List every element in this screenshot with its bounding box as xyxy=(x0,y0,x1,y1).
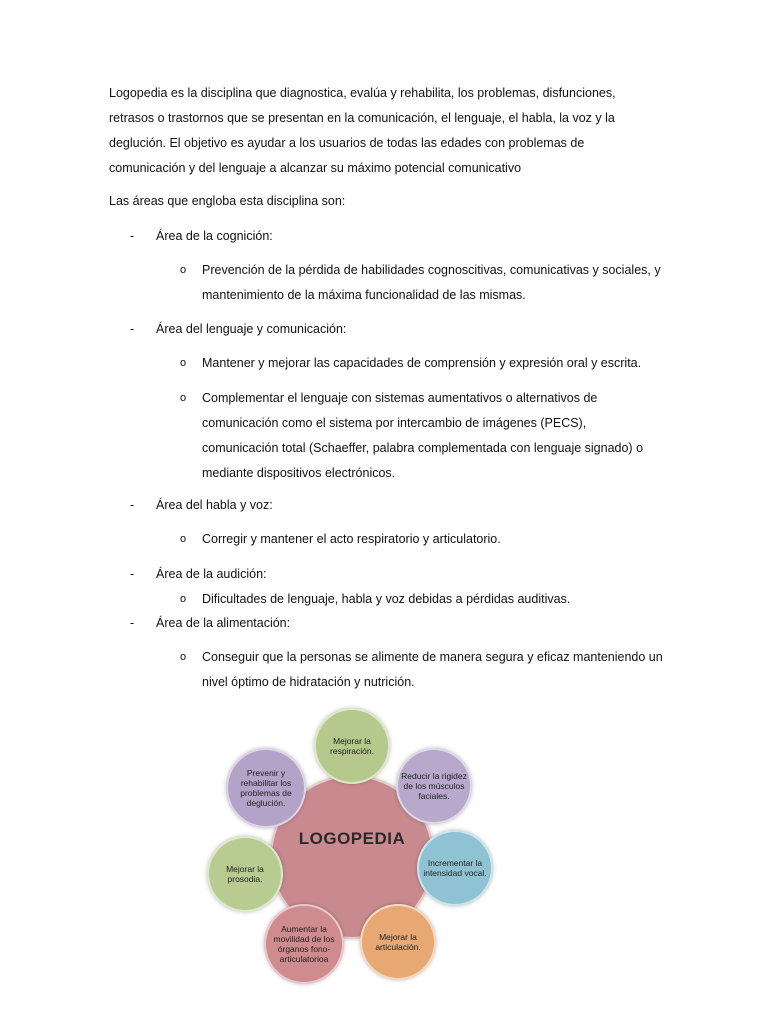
area-title: Área del lenguaje y comunicación: xyxy=(156,322,347,336)
center-label: LOGOPEDIA xyxy=(298,829,406,848)
list-item-text: Complementar el lenguaje con sistemas aumentativos o alternativos de comunicación como el sistema por intercambio de imágenes (PECS), comunicación total (Schaeffer, palabra complementada con lenguaje signado) o mediante dispositivos electrónicos. xyxy=(202,391,644,480)
node-label: Reducir la rigidez de los músculos faciales. xyxy=(401,771,467,801)
areas-intro: Las áreas que engloba esta disciplina son: xyxy=(109,194,346,208)
list-item-text: Conseguir que la personas se alimente de manera segura y eficaz manteniendo un nivel óptimo de hidratación y nutrición. xyxy=(202,650,663,689)
list-item-text: Dificultades de lenguaje, habla y voz debidas a pérdidas auditivas. xyxy=(202,592,571,606)
intro-paragraph: Logopedia es la disciplina que diagnostica, evalúa y rehabilita, los problemas, disfunciones, retrasos o trastornos que se presentan en la comunicación, el lenguaje, el habla, la voz y la deglución. El objetivo es ayudar a los usuarios de todas las edades con problemas de comunicación y del lenguaje a alcanzar su máximo potencial comunicativo xyxy=(109,86,616,175)
bullet-marker: o xyxy=(180,392,187,404)
node-label: Mejorar la prosodia. xyxy=(226,864,264,884)
node-deglucion xyxy=(226,748,306,828)
list-item-text: Corregir y mantener el acto respiratorio y articulatorio. xyxy=(202,532,501,546)
logopedia-diagram xyxy=(200,700,510,990)
dash-marker: - xyxy=(130,322,135,336)
list-item-text: Prevención de la pérdida de habilidades cognoscitivas, comunicativas y sociales, y mantenimiento de la máxima funcionalidad de las mismas. xyxy=(202,263,661,302)
dash-marker: - xyxy=(130,229,135,243)
node-rigidez xyxy=(396,748,472,824)
area-title: Área del habla y voz: xyxy=(156,498,273,512)
bullet-marker: o xyxy=(180,264,187,276)
node-label: Incrementar la intensidad vocal. xyxy=(423,858,487,878)
area-title: Área de la cognición: xyxy=(156,229,273,243)
node-label: Mejorar la respiración. xyxy=(330,736,374,756)
bullet-marker: o xyxy=(180,357,187,369)
bullet-marker: o xyxy=(180,593,187,605)
dash-marker: - xyxy=(130,498,135,512)
bullet-marker: o xyxy=(180,651,187,663)
area-title: Área de la alimentación: xyxy=(156,616,291,630)
node-label: Mejorar la articulación. xyxy=(375,932,421,952)
list-item-text: Mantener y mejorar las capacidades de comprensión y expresión oral y escrita. xyxy=(202,356,642,370)
dash-marker: - xyxy=(130,616,135,630)
bullet-marker: o xyxy=(180,533,187,545)
node-respiracion xyxy=(314,708,390,784)
node-movilidad xyxy=(264,904,344,984)
area-title: Área de la audición: xyxy=(156,567,267,581)
node-articulacion xyxy=(360,904,436,980)
node-intensidad xyxy=(417,830,493,906)
node-label: Prevenir y rehabilitar los problemas de deglución. xyxy=(240,768,292,808)
node-label: Aumentar la movilidad de los órganos fono-articulatorioa xyxy=(273,924,335,964)
node-prosodia xyxy=(207,836,283,912)
dash-marker: - xyxy=(130,567,135,581)
